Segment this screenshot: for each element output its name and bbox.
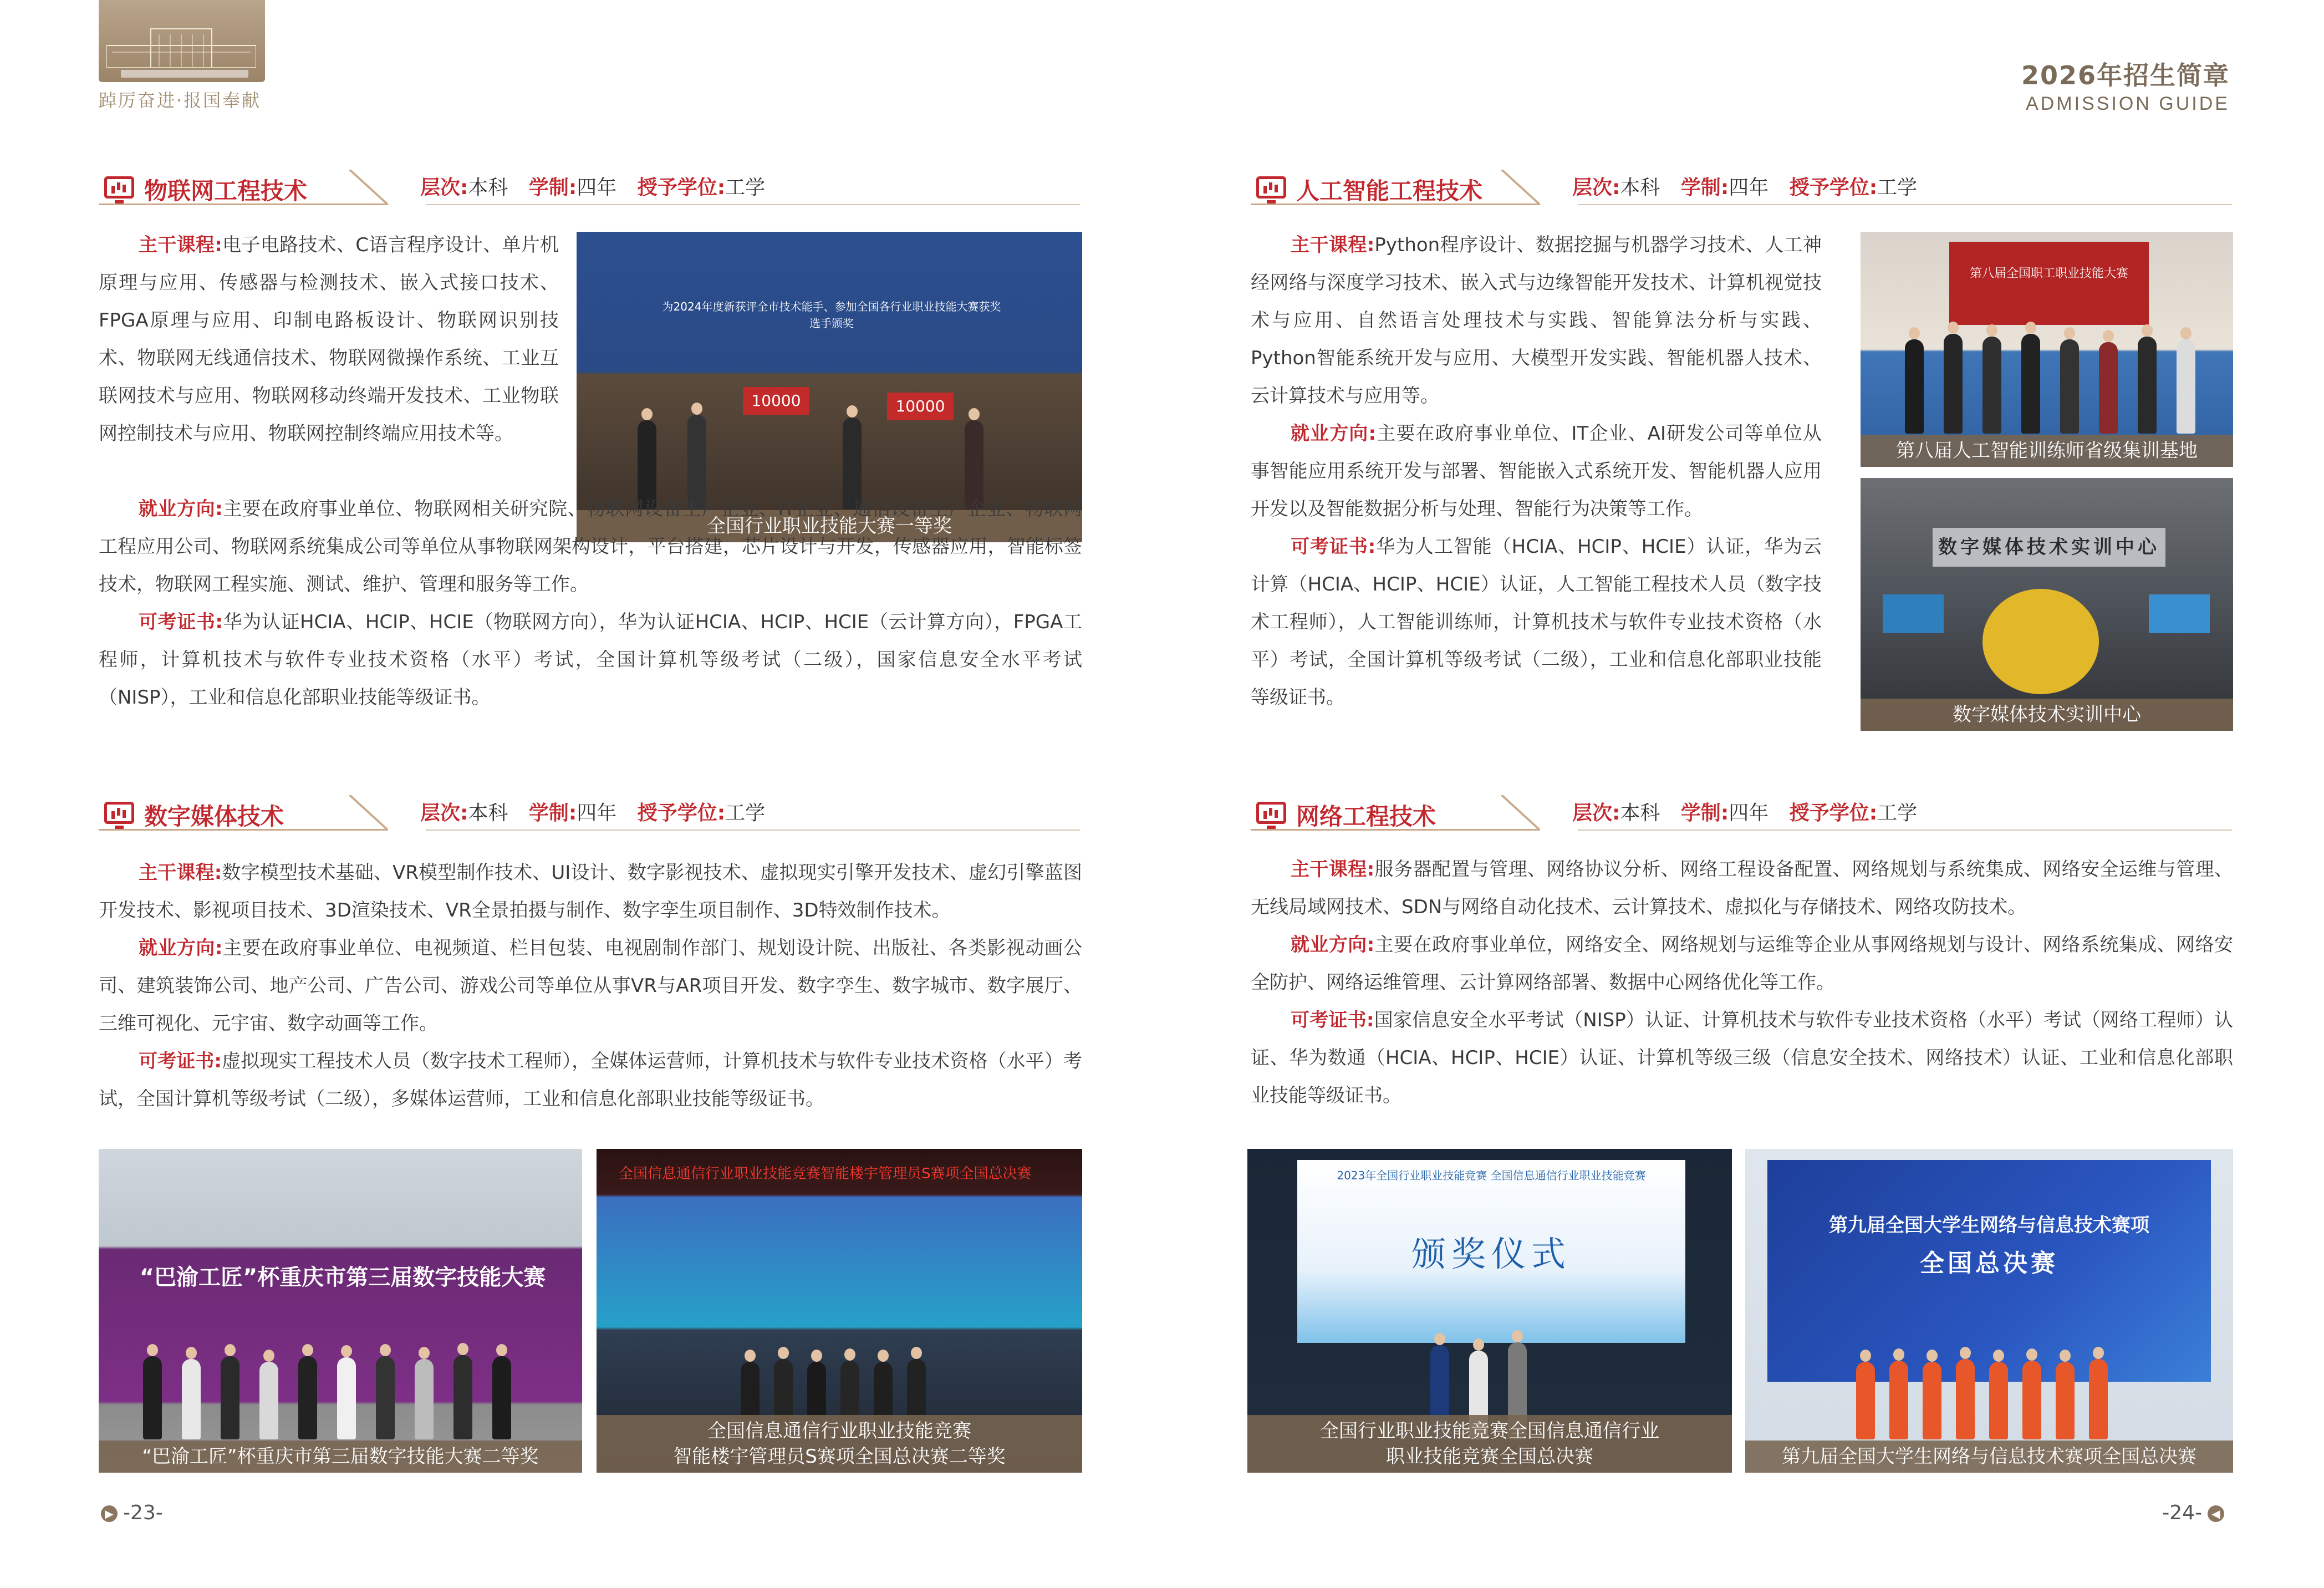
university-logo xyxy=(99,0,265,82)
photo-caption: 数字媒体技术实训中心 xyxy=(1861,699,2233,731)
university-name-mark xyxy=(121,70,248,78)
photo-caption: 全国信息通信行业职业技能竞赛 智能楼宇管理员S赛项全国总决赛二等奖 xyxy=(597,1415,1082,1473)
iot-career-block: 就业方向:主要在政府事业单位、物联网相关研究院、物联网设备生产企业、IT企业、通信设备生产企业、物联网工程应用公司、物联网系统集成公司等单位从事物联网架构设计，平台搭建，芯片设计与开发，传感器应用，智能标签技术，物联网工程实施、测试、维护、管理和服务等工作。 可考证书:华为认证HCIA、HCIP、HCIE（物联网方向），华为认证HCIA、HCIP、HCIE（云计算方向），FPGA工程师，计算机技术与软件专业技术资格（水平）考试，全国计算机等级考试（二级），国家信息安全水平考试（NISP），工业和信息化部职业技能等级证书。 xyxy=(99,498,1082,709)
event-backdrop: 第九届全国大学生网络与信息技术赛项 全国总决赛 xyxy=(1767,1160,2211,1382)
arrow-left-icon: ◀ xyxy=(2208,1505,2224,1522)
photo-caption: “巴渝工匠”杯重庆市第三届数字技能大赛二等奖 xyxy=(99,1441,582,1473)
iot-courses: 电子电路技术、C语言程序设计、单片机原理与应用、传感器与检测技术、嵌入式接口技术、FPGA原理与应用、印制电路板设计、物联网识别技术、物联网无线通信技术、物联网微操作系统、工业互联网技术与应用、物联网移动终端开发技术、工业物联网控制技术与应用、物联网控制终端应用技术等。 xyxy=(99,234,559,445)
chart-monitor-icon xyxy=(104,176,134,198)
event-backdrop: 第八届全国职工职业技能大赛 xyxy=(1949,242,2149,325)
chart-monitor-icon xyxy=(1256,176,1286,198)
guide-title xyxy=(2021,55,2230,115)
photo-caption: 第八届人工智能训练师省级集训基地 xyxy=(1861,435,2233,467)
chart-monitor-icon xyxy=(1256,802,1286,824)
contest-backdrop-title: “巴渝工匠”杯重庆市第三届数字技能大赛 xyxy=(139,1265,546,1290)
section-meta: 层次:本科 学制:四年 授予学位:工学 xyxy=(1572,802,1918,824)
led-ticker: 全国信息通信行业职业技能竞赛智能楼宇管理员S赛项全国总决赛 xyxy=(619,1165,1032,1182)
stage-banner-text: 为2024年度新获评全市技术能手、参加全国各行业职业技能大赛获奖选手颁奖 xyxy=(662,300,1001,330)
dm-courses: 数字模型技术基础、VR模型制作技术、UI设计、数字影视技术、虚拟现实引擎开发技术、虚幻引擎蓝图开发技术、影视项目技术、3D渲染技术、VR全景拍摄与制作、数字孪生项目制作、3D特效制作技术。 xyxy=(99,862,1082,922)
iot-career: 主要在政府事业单位、物联网相关研究院、物联网设备生产企业、IT企业、通信设备生产企业、物联网工程应用公司、物联网系统集成公司等单位从事物联网架构设计，平台搭建，芯片设计与开发，传感器应用，智能标签技术，物联网工程实施、测试、维护、管理和服务等工作。 xyxy=(99,498,1082,596)
photo-ai-training-base xyxy=(1861,232,2233,467)
section-header-ai xyxy=(1251,170,2232,205)
ai-courses: Python程序设计、数据挖掘与机器学习技术、人工神经网络与深度学习技术、嵌入式与边缘智能开发技术、计算机视觉技术与应用、自然语言处理技术与实践、智能算法分析与实践、Python智能系统开发与应用、大模型开发实践、智能机器人技术、云计算技术与应用等。 xyxy=(1251,234,1822,407)
iot-courses-block: 主干课程:电子电路技术、C语言程序设计、单片机原理与应用、传感器与检测技术、嵌入式接口技术、FPGA原理与应用、印制电路板设计、物联网识别技术、物联网无线通信技术、物联网微操作系统、工业互联网技术与应用、物联网移动终端开发技术、工业物联网控制技术与应用、物联网控制终端应用技术等。 xyxy=(99,234,559,445)
section-meta: 层次:本科 学制:四年 授予学位:工学 xyxy=(420,802,766,824)
section-title: 网络工程技术 xyxy=(1296,803,1436,830)
section-header-iot xyxy=(99,170,1080,205)
prize-board: 10000 xyxy=(887,393,954,420)
photo-caption: 第九届全国大学生网络与信息技术赛项全国总决赛 xyxy=(1745,1441,2233,1473)
guide-title-zh: 2026年招生简章 xyxy=(2021,60,2230,90)
section-meta: 层次:本科 学制:四年 授予学位:工学 xyxy=(420,176,766,199)
ceremony-screen: 2023年全国行业职业技能竞赛 全国信息通信行业职业技能竞赛 颁奖仪式 xyxy=(1297,1160,1685,1343)
photo-net-award-ceremony xyxy=(1247,1149,1732,1473)
ai-text-block: 主干课程:Python程序设计、数据挖掘与机器学习技术、人工神经网络与深度学习技术、嵌入式与边缘智能开发技术、计算机视觉技术与应用、自然语言处理技术与实践、智能算法分析与实践、Python智能系统开发与应用、大模型开发实践、智能机器人技术、云计算技术与应用等。 就业方向:主要在政府事业单位、IT企业、AI研发公司等单位从事智能应用系统开发与部署、智能嵌入式系统开发、智能机器人应用开发以及智能数据分析与处理、智能行为决策等工作。 可考证书:华为人工智能（HCIA、HCIP、HCIE）认证，华为云计算（HCIA、HCIP、HCIE）认证，人工智能工程技术人员（数字技术工程师），人工智能训练师，计算机技术与软件专业技术资格（水平）考试，全国计算机等级考试（二级），工业和信息化部职业技能等级证书。 xyxy=(1251,234,1822,709)
photo-dm-ict-contest xyxy=(597,1149,1082,1473)
dm-career: 主要在政府事业单位、电视频道、栏目包装、电视剧制作部门、规划设计院、出版社、各类影视动画公司、建筑装饰公司、地产公司、广告公司、游戏公司等单位从事VR与AR项目开发、数字孪生、数字城市、数字展厅、三维可视化、元宇宙、数字动画等工作。 xyxy=(99,937,1082,1035)
section-title: 物联网工程技术 xyxy=(144,177,308,205)
arrow-right-icon: ▶ xyxy=(101,1505,118,1522)
page-number-left: ▶ -23- xyxy=(95,1502,163,1524)
center-sign: 数字媒体技术实训中心 xyxy=(1933,528,2165,567)
net-certs: 国家信息安全水平考试（NISP）认证、计算机技术与软件专业技术资格（水平）考试（网络工程师）认证、华为数通（HCIA、HCIP、HCIE）认证、计算机等级三级（信息安全技术、网络技术）认证、工业和信息化部职业技能等级证书。 xyxy=(1251,1009,2233,1107)
screen-title: 颁奖仪式 xyxy=(1411,1234,1571,1274)
chart-monitor-icon xyxy=(104,802,134,824)
section-title: 人工智能工程技术 xyxy=(1296,177,1483,205)
photo-caption: 全国行业职业技能竞赛全国信息通信行业 职业技能竞赛全国总决赛 xyxy=(1247,1415,1732,1473)
section-meta: 层次:本科 学制:四年 授予学位:工学 xyxy=(1572,176,1918,199)
guide-title-en: ADMISSION GUIDE xyxy=(2026,93,2230,114)
net-career: 主要在政府事业单位，网络安全、网络规划与运维等企业从事网络规划与设计、网络系统集成、网络安全防护、网络运维管理、云计算网络部署、数据中心网络优化等工作。 xyxy=(1251,934,2233,994)
prize-board: 10000 xyxy=(743,387,809,415)
page-number-right: -24- ◀ xyxy=(2162,1502,2230,1524)
net-courses: 服务器配置与管理、网络协议分析、网络工程设备配置、网络规划与系统集成、网络安全运维与管理、无线局域网技术、SDN与网络自动化技术、云计算技术、虚拟化与存储技术、网络攻防技术。 xyxy=(1251,858,2233,918)
ai-career: 主要在政府事业单位、IT企业、AI研发公司等单位从事智能应用系统开发与部署、智能嵌入式系统开发、智能机器人应用开发以及智能数据分析与处理、智能行为决策等工作。 xyxy=(1251,423,1822,520)
campus-building-icon xyxy=(106,18,256,68)
net-text-block: 主干课程:服务器配置与管理、网络协议分析、网络工程设备配置、网络规划与系统集成、网络安全运维与管理、无线局域网技术、SDN与网络自动化技术、云计算技术、虚拟化与存储技术、网络攻防技术。 就业方向:主要在政府事业单位，网络安全、网络规划与运维等企业从事网络规划与设计、网络系统集成、网络安全防护、网络运维管理、云计算网络部署、数据中心网络优化等工作。 可考证书:国家信息安全水平考试（NISP）认证、计算机技术与软件专业技术资格（水平）考试（网络工程师）认证、华为数通（HCIA、HCIP、HCIE）认证、计算机等级三级（信息安全技术、网络技术）认证、工业和信息化部职业技能等级证书。 xyxy=(1251,858,2233,1107)
photo-ai-media-center xyxy=(1861,478,2233,731)
ai-certs: 华为人工智能（HCIA、HCIP、HCIE）认证，华为云计算（HCIA、HCIP、HCIE）认证，人工智能工程技术人员（数字技术工程师），人工智能训练师，计算机技术与软件专业技术资格（水平）考试，全国计算机等级考试（二级），工业和信息化部职业技能等级证书。 xyxy=(1251,536,1822,709)
section-header-dm xyxy=(99,795,1080,831)
slogan: 踔厉奋进·报国奉献 xyxy=(99,90,262,111)
dm-certs: 虚拟现实工程技术人员（数字技术工程师），全媒体运营师，计算机技术与软件专业技术资格（水平）考试，全国计算机等级考试（二级），多媒体运营师，工业和信息化部职业技能等级证书。 xyxy=(99,1050,1082,1110)
photo-dm-bayu-contest xyxy=(99,1149,582,1473)
section-header-net xyxy=(1251,795,2232,831)
iot-certs: 华为认证HCIA、HCIP、HCIE（物联网方向），华为认证HCIA、HCIP、HCIE（云计算方向），FPGA工程师，计算机技术与软件专业技术资格（水平）考试，全国计算机等级考试（二级），国家信息安全水平考试（NISP），工业和信息化部职业技能等级证书。 xyxy=(99,611,1082,709)
photo-net-national-final xyxy=(1745,1149,2233,1473)
section-title: 数字媒体技术 xyxy=(144,803,284,830)
dm-text-block: 主干课程:数字模型技术基础、VR模型制作技术、UI设计、数字影视技术、虚拟现实引擎开发技术、虚幻引擎蓝图开发技术、影视项目技术、3D渲染技术、VR全景拍摄与制作、数字孪生项目制作、3D特效制作技术。 就业方向:主要在政府事业单位、电视频道、栏目包装、电视剧制作部门、规划设计院、出版社、各类影视动画公司、建筑装饰公司、地产公司、广告公司、游戏公司等单位从事VR与AR项目开发、数字孪生、数字城市、数字展厅、三维可视化、元宇宙、数字动画等工作。 可考证书:虚拟现实工程技术人员（数字技术工程师），全媒体运营师，计算机技术与软件专业技术资格（水平）考试，全国计算机等级考试（二级），多媒体运营师，工业和信息化部职业技能等级证书。 xyxy=(99,862,1082,1110)
photo-caption: 全国行业职业技能大赛一等奖 xyxy=(577,510,1082,542)
